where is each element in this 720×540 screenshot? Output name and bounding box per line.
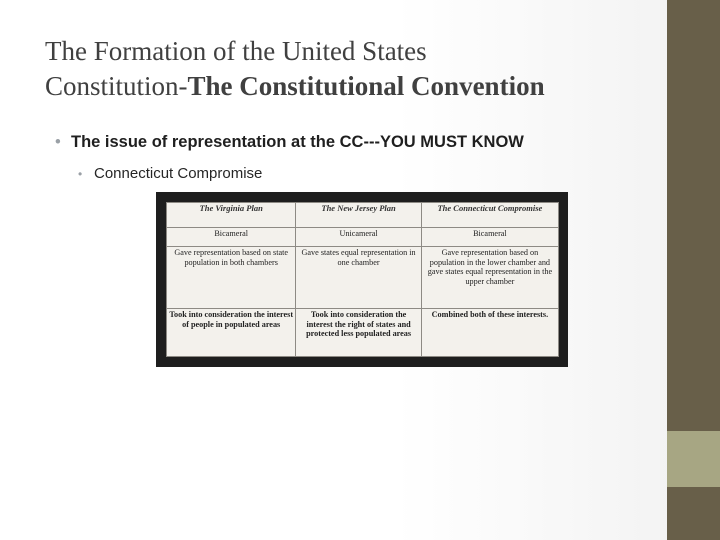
table-cell: Took into consideration the interest of people in populated areas — [167, 309, 296, 357]
comparison-table-frame — [166, 202, 559, 357]
title-line-1: The Formation of the United States — [45, 36, 427, 66]
table-cell: Took into consideration the interest the right of states and protected less populated areas — [296, 309, 421, 357]
slide-title — [45, 34, 655, 104]
table-header-cell: The New Jersey Plan — [296, 203, 421, 228]
table-cell: Combined both of these interests. — [421, 309, 558, 357]
bullet-level-2 — [78, 165, 262, 182]
table-header-row — [167, 203, 559, 228]
table-row — [167, 228, 559, 247]
table-header-cell: The Virginia Plan — [167, 203, 296, 228]
bullet-level-1 — [55, 133, 524, 152]
bullet-level-1-text: The issue of representation at the CC---YOU MUST KNOW — [71, 133, 524, 151]
comparison-table — [166, 202, 559, 357]
table-cell: Unicameral — [296, 228, 421, 247]
table-header-cell: The Connecticut Compromise — [421, 203, 558, 228]
bullet-dot-icon: • — [55, 133, 61, 151]
title-line-2-regular: Constitution- — [45, 71, 188, 101]
comparison-table-image — [156, 192, 568, 367]
table-cell: Bicameral — [421, 228, 558, 247]
bullet-level-2-text: Connecticut Compromise — [94, 165, 263, 182]
table-cell: Gave representation based on population in the lower chamber and gave states equal representation in the upper chamber — [421, 246, 558, 308]
table-row — [167, 246, 559, 308]
title-line-2 — [45, 69, 655, 104]
table-row — [167, 309, 559, 357]
sub-bullet-dot-icon: • — [78, 167, 83, 181]
table-cell: Bicameral — [167, 228, 296, 247]
table-cell: Gave states equal representation in one chamber — [296, 246, 421, 308]
table-cell: Gave representation based on state population in both chambers — [167, 246, 296, 308]
side-accent-block — [667, 431, 720, 487]
title-line-2-bold: The Constitutional Convention — [187, 71, 545, 101]
